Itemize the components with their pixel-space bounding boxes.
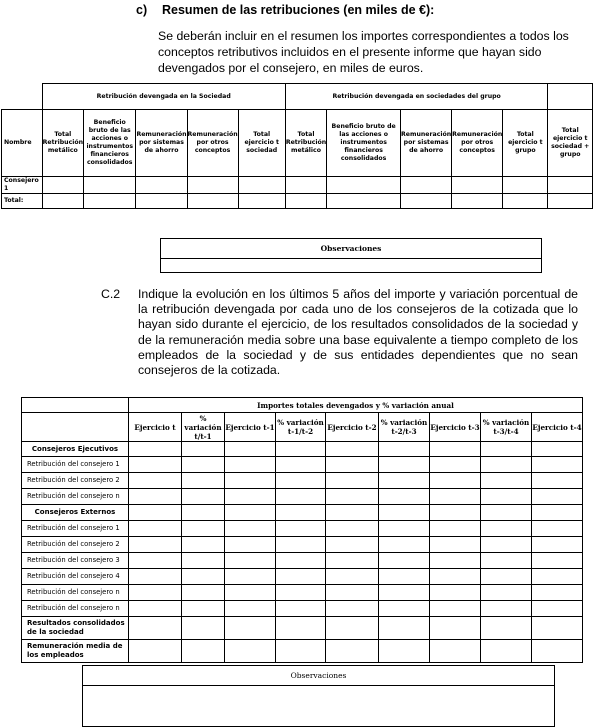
table2-cell[interactable] <box>481 553 532 569</box>
table2-cell[interactable] <box>430 457 481 473</box>
table2-col-header: % variación t/t-1 <box>182 413 225 442</box>
table1-col-header: Total ejercicio t grupo <box>503 110 548 177</box>
table2-cell[interactable] <box>379 601 430 617</box>
table2-group-ejecutivos: Consejeros Ejecutivos <box>22 442 129 457</box>
table1-cell[interactable] <box>548 194 593 209</box>
table2-cell[interactable] <box>430 585 481 601</box>
table2-cell[interactable] <box>379 473 430 489</box>
table2-cell[interactable] <box>430 505 481 521</box>
table2-cell[interactable] <box>225 457 276 473</box>
table2-cell[interactable] <box>276 442 326 457</box>
table2-row-remuneracion: Remuneración media de los empleados <box>22 640 129 663</box>
table2-cell[interactable] <box>276 617 326 640</box>
table2-cell[interactable] <box>532 489 583 505</box>
table-row <box>22 553 583 569</box>
table2-cell[interactable] <box>129 473 182 489</box>
table2-cell[interactable] <box>481 473 532 489</box>
table2-cell[interactable] <box>225 505 276 521</box>
table2-cell[interactable] <box>225 489 276 505</box>
table2-cell[interactable] <box>532 505 583 521</box>
observaciones-title: Observaciones <box>83 666 555 686</box>
table2-group-externos: Consejeros Externos <box>22 505 129 521</box>
table2-cell[interactable] <box>532 473 583 489</box>
table1-col-header: Total ejercicio t sociedad <box>238 110 285 177</box>
table1-col-header: Remuneración por sistemas de ahorro <box>136 110 187 177</box>
table2-cell[interactable] <box>276 521 326 537</box>
table1-cell[interactable] <box>327 177 401 194</box>
observaciones-box-1 <box>160 238 542 273</box>
table-row <box>22 601 583 617</box>
table1-col-header: Total Retribución metálico <box>42 110 83 177</box>
table2-cell[interactable] <box>379 553 430 569</box>
table2-cell[interactable] <box>379 585 430 601</box>
table2-cell[interactable] <box>481 442 532 457</box>
table2-cell[interactable] <box>182 601 225 617</box>
table2-cell[interactable] <box>379 569 430 585</box>
section-c-label: c) <box>136 3 148 17</box>
table2-cell[interactable] <box>481 457 532 473</box>
table2-row-label: Retribución del consejero 4 <box>22 569 129 585</box>
table2-row-label: Retribución del consejero 1 <box>22 457 129 473</box>
table-row <box>22 442 583 457</box>
table2-cell[interactable] <box>182 569 225 585</box>
table2-cell[interactable] <box>481 537 532 553</box>
table2-col-header: Ejercicio t-2 <box>326 413 379 442</box>
table2-cell[interactable] <box>182 489 225 505</box>
table-row <box>2 194 593 209</box>
table2-cell[interactable] <box>225 569 276 585</box>
table2-cell[interactable] <box>481 585 532 601</box>
table2-cell[interactable] <box>481 505 532 521</box>
table2-cell[interactable] <box>129 640 182 663</box>
table2-cell[interactable] <box>326 640 379 663</box>
evolution-table <box>21 397 583 663</box>
table1-corner-cell <box>2 84 43 110</box>
table2-cell[interactable] <box>481 521 532 537</box>
table2-cell[interactable] <box>129 537 182 553</box>
table2-cell[interactable] <box>326 505 379 521</box>
table-row <box>22 521 583 537</box>
table-row <box>22 473 583 489</box>
table2-cell[interactable] <box>326 442 379 457</box>
table2-cell[interactable] <box>276 537 326 553</box>
table1-cell[interactable] <box>503 177 548 194</box>
table1-cell[interactable] <box>548 177 593 194</box>
table2-cell[interactable] <box>326 473 379 489</box>
table2-row-label: Retribución del consejero n <box>22 601 129 617</box>
table2-cell[interactable] <box>379 442 430 457</box>
table2-cell[interactable] <box>326 457 379 473</box>
table1-cell[interactable] <box>285 177 326 194</box>
table2-row-label: Retribución del consejero n <box>22 489 129 505</box>
table2-cell[interactable] <box>481 601 532 617</box>
table1-cell[interactable] <box>401 194 452 209</box>
table2-cell[interactable] <box>326 537 379 553</box>
table2-cell[interactable] <box>129 521 182 537</box>
table2-row-label: Retribución del consejero 1 <box>22 521 129 537</box>
table1-row-label: Total: <box>2 194 43 209</box>
section-c-heading <box>136 3 434 17</box>
table2-cell[interactable] <box>182 521 225 537</box>
table2-cell[interactable] <box>276 585 326 601</box>
table2-cell[interactable] <box>326 617 379 640</box>
table2-cell[interactable] <box>532 601 583 617</box>
table-row <box>22 505 583 521</box>
table2-cell[interactable] <box>430 537 481 553</box>
table2-cell[interactable] <box>532 457 583 473</box>
table2-cell[interactable] <box>379 457 430 473</box>
table2-cell[interactable] <box>379 640 430 663</box>
table1-col-header: Remuneración por otros conceptos <box>187 110 238 177</box>
table1-cell[interactable] <box>136 194 187 209</box>
table2-cell[interactable] <box>182 505 225 521</box>
table2-cell[interactable] <box>225 601 276 617</box>
table2-row-label: Retribución del consejero 2 <box>22 537 129 553</box>
table2-cell[interactable] <box>326 521 379 537</box>
table2-cell[interactable] <box>225 473 276 489</box>
table2-cell[interactable] <box>481 617 532 640</box>
table2-cell[interactable] <box>481 569 532 585</box>
table2-cell[interactable] <box>129 569 182 585</box>
table1-cell[interactable] <box>187 177 238 194</box>
table2-group-header: Importes totales devengados y % variación anual <box>129 398 583 413</box>
table1-group-group: Retribución devengada en sociedades del grupo <box>285 84 548 110</box>
table2-cell[interactable] <box>430 442 481 457</box>
table1-cell[interactable] <box>42 177 83 194</box>
section-c2-text: Indique la evolución en los últimos 5 años del importe y variación porcentual de la retribución devengada por cada uno de los consejeros de la cotizada que lo hayan sido durante el ejercicio, de los resultados consolidados de la sociedad y de la remuneración media sobre una base equivalente a tiempo completo de los empleados de la sociedad y de sus entidades dependientes que no sean consejeros de la cotizada. <box>138 287 578 378</box>
table1-col-nombre: Nombre <box>2 110 43 177</box>
table2-corner-cell <box>22 413 129 442</box>
section-c2-label: C.2 <box>101 287 121 301</box>
table1-col-header: Beneficio bruto de las acciones o instrumentos financieros consolidados <box>327 110 401 177</box>
table2-col-header: % variación t-3/t-4 <box>481 413 532 442</box>
table2-cell[interactable] <box>129 505 182 521</box>
table2-cell[interactable] <box>276 473 326 489</box>
table2-cell[interactable] <box>225 640 276 663</box>
table2-cell[interactable] <box>182 640 225 663</box>
table1-cell[interactable] <box>187 194 238 209</box>
table2-cell[interactable] <box>225 585 276 601</box>
observaciones-field[interactable] <box>83 686 555 727</box>
table-row <box>22 585 583 601</box>
table2-cell[interactable] <box>532 585 583 601</box>
table2-cell[interactable] <box>129 585 182 601</box>
table2-cell[interactable] <box>225 521 276 537</box>
table2-cell[interactable] <box>129 442 182 457</box>
table2-cell[interactable] <box>430 640 481 663</box>
table1-col-header: Remuneración por sistemas de ahorro <box>401 110 452 177</box>
table1-col-header: Remuneración por otros conceptos <box>452 110 503 177</box>
table1-cell[interactable] <box>238 194 285 209</box>
table1-cell[interactable] <box>452 194 503 209</box>
table2-cell[interactable] <box>430 489 481 505</box>
table-row <box>22 489 583 505</box>
table2-col-header: Ejercicio t-1 <box>225 413 276 442</box>
table2-col-header: Ejercicio t <box>129 413 182 442</box>
table1-cell[interactable] <box>285 194 326 209</box>
table2-cell[interactable] <box>379 489 430 505</box>
table2-cell[interactable] <box>326 569 379 585</box>
table2-cell[interactable] <box>326 489 379 505</box>
table2-cell[interactable] <box>532 553 583 569</box>
observaciones-field[interactable] <box>161 259 542 273</box>
table1-cell[interactable] <box>401 177 452 194</box>
table1-group-society: Retribución devengada en la Sociedad <box>42 84 285 110</box>
table-row <box>22 640 583 663</box>
table2-cell[interactable] <box>532 617 583 640</box>
table1-group-blank <box>548 84 593 110</box>
table2-cell[interactable] <box>182 537 225 553</box>
table2-row-label: Retribución del consejero n <box>22 585 129 601</box>
table2-cell[interactable] <box>276 640 326 663</box>
table2-cell[interactable] <box>532 569 583 585</box>
section-c-intro: Se deberán incluir en el resumen los importes correspondientes a todos los conceptos retributivos incluidos en el presente informe que hayan sido devengados por el consejero, en miles de euros. <box>158 29 569 75</box>
table2-cell[interactable] <box>481 640 532 663</box>
table2-col-header: % variación t-1/t-2 <box>276 413 326 442</box>
table2-col-header: % variación t-2/t-3 <box>379 413 430 442</box>
table1-col-header: Beneficio bruto de las acciones o instrumentos financieros consolidados <box>84 110 136 177</box>
table2-cell[interactable] <box>225 553 276 569</box>
table2-cell[interactable] <box>430 473 481 489</box>
table1-cell[interactable] <box>503 194 548 209</box>
table2-cell[interactable] <box>129 553 182 569</box>
table2-cell[interactable] <box>379 537 430 553</box>
table2-cell[interactable] <box>379 617 430 640</box>
table2-cell[interactable] <box>379 505 430 521</box>
table2-cell[interactable] <box>276 505 326 521</box>
table1-col-header: Total Retribución metálico <box>285 110 326 177</box>
table-row <box>22 537 583 553</box>
table-row <box>22 569 583 585</box>
table2-cell[interactable] <box>532 537 583 553</box>
table2-cell[interactable] <box>430 601 481 617</box>
table2-cell[interactable] <box>326 553 379 569</box>
table2-cell[interactable] <box>532 442 583 457</box>
table2-cell[interactable] <box>379 521 430 537</box>
table1-cell[interactable] <box>327 194 401 209</box>
table2-cell[interactable] <box>481 489 532 505</box>
table2-cell[interactable] <box>129 601 182 617</box>
table2-cell[interactable] <box>182 553 225 569</box>
table2-cell[interactable] <box>326 585 379 601</box>
table2-cell[interactable] <box>532 521 583 537</box>
table2-cell[interactable] <box>182 457 225 473</box>
table2-cell[interactable] <box>182 442 225 457</box>
table2-corner-cell <box>22 398 129 413</box>
table1-cell[interactable] <box>42 194 83 209</box>
table2-cell[interactable] <box>276 457 326 473</box>
section-c-title: Resumen de las retribuciones (en miles de €): <box>162 3 435 17</box>
table2-cell[interactable] <box>182 473 225 489</box>
table2-cell[interactable] <box>129 617 182 640</box>
table1-cell[interactable] <box>84 177 136 194</box>
table2-cell[interactable] <box>326 601 379 617</box>
table2-col-header: Ejercicio t-3 <box>430 413 481 442</box>
table2-cell[interactable] <box>129 489 182 505</box>
table2-col-header: Ejercicio t-4 <box>532 413 583 442</box>
table2-cell[interactable] <box>225 537 276 553</box>
table2-cell[interactable] <box>430 569 481 585</box>
table1-cell[interactable] <box>452 177 503 194</box>
table-row <box>22 457 583 473</box>
table2-cell[interactable] <box>276 601 326 617</box>
table1-cell[interactable] <box>84 194 136 209</box>
retribution-summary-table <box>1 83 593 209</box>
table-row <box>2 177 593 194</box>
table2-cell[interactable] <box>182 585 225 601</box>
table1-cell[interactable] <box>238 177 285 194</box>
observaciones-title: Observaciones <box>161 239 542 259</box>
table2-cell[interactable] <box>430 617 481 640</box>
table2-row-label: Retribución del consejero 3 <box>22 553 129 569</box>
table1-col-header: Total ejercicio t sociedad + grupo <box>548 110 593 177</box>
table2-cell[interactable] <box>276 489 326 505</box>
table1-row-label: Consejero 1 <box>2 177 43 194</box>
table2-row-label: Retribución del consejero 2 <box>22 473 129 489</box>
table2-cell[interactable] <box>532 640 583 663</box>
table2-row-resultados: Resultados consolidados de la sociedad <box>22 617 129 640</box>
table1-cell[interactable] <box>136 177 187 194</box>
table2-cell[interactable] <box>430 553 481 569</box>
table2-cell[interactable] <box>430 521 481 537</box>
table2-cell[interactable] <box>182 617 225 640</box>
observaciones-box-2 <box>82 665 555 727</box>
table2-cell[interactable] <box>225 442 276 457</box>
table2-cell[interactable] <box>276 569 326 585</box>
table2-cell[interactable] <box>225 617 276 640</box>
table2-cell[interactable] <box>129 457 182 473</box>
table2-cell[interactable] <box>276 553 326 569</box>
table-row <box>22 617 583 640</box>
